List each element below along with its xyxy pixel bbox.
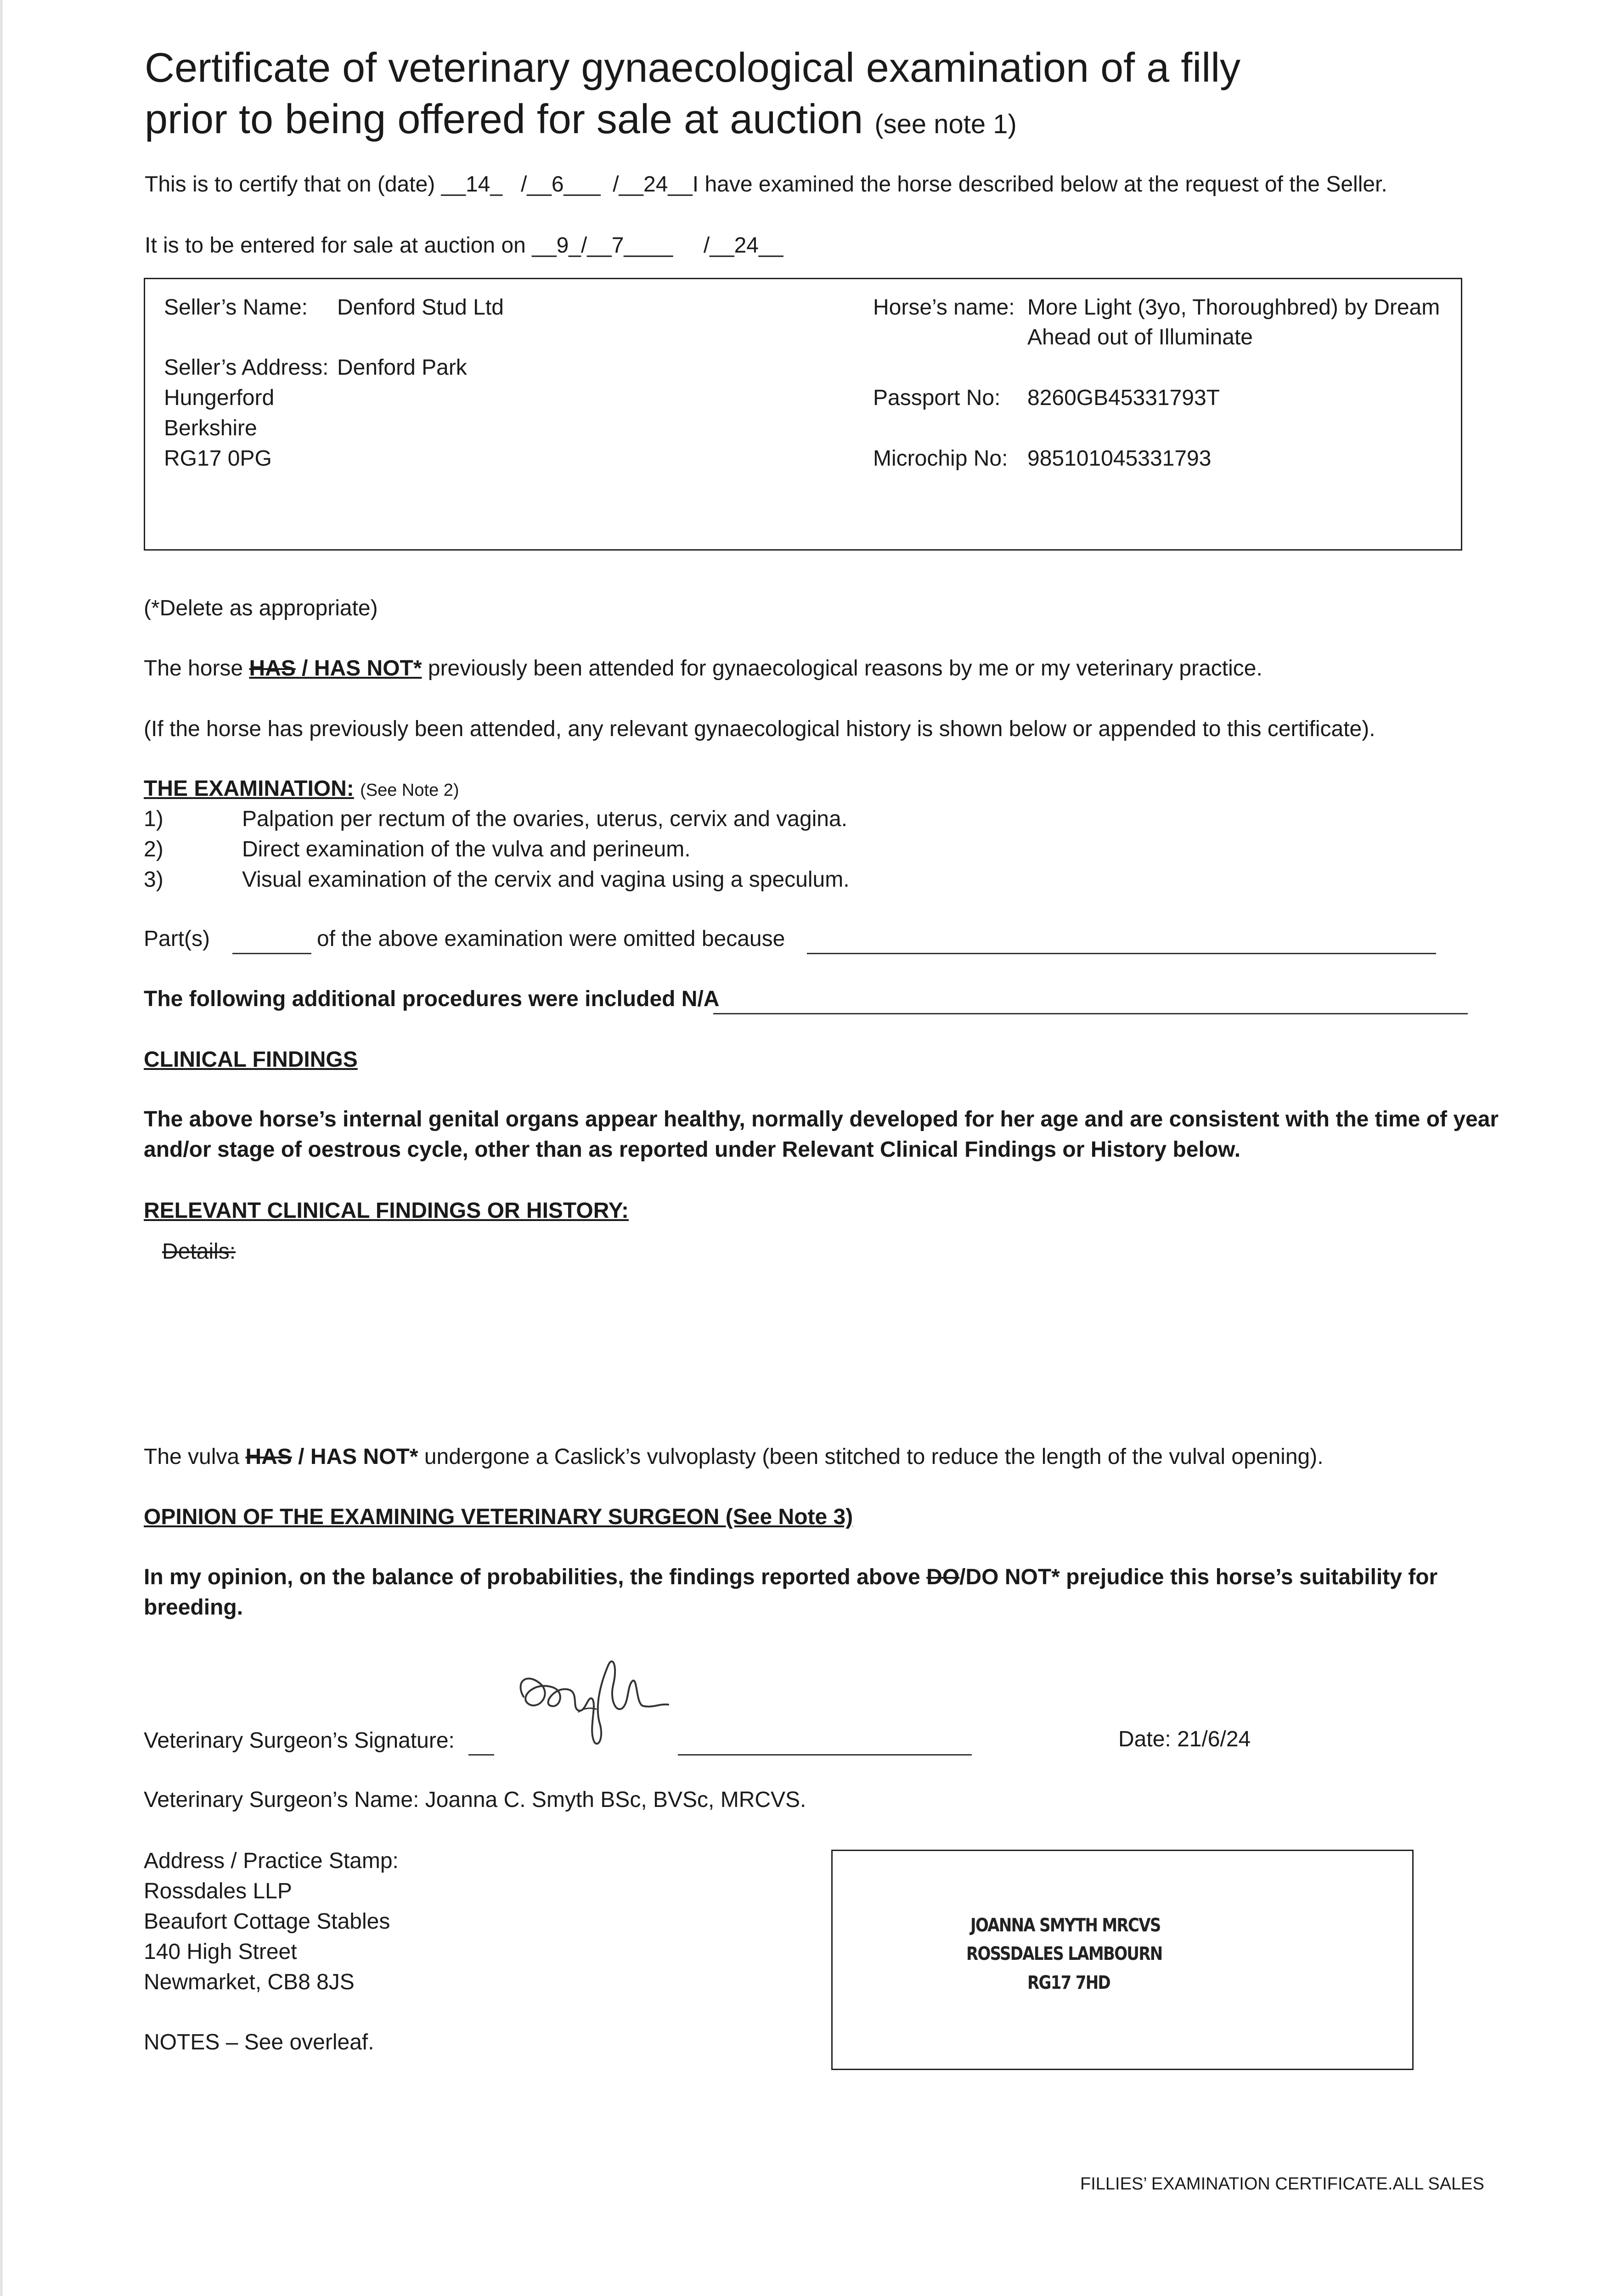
passport-number: 8260GB45331793T (1027, 386, 1220, 410)
microchip-label: Microchip No: (873, 446, 1008, 471)
clinical-findings-heading: CLINICAL FINDINGS (144, 1047, 358, 1072)
auction-line: It is to be entered for sale at auction on __9_/__7____ /__24__ (145, 233, 783, 258)
auction-year: 24 (734, 233, 759, 258)
exam-item-number: 3) (144, 867, 163, 892)
passport-label: Passport No: (873, 386, 1001, 410)
exam-item-text: Visual examination of the cervix and vagina using a speculum. (242, 867, 850, 892)
auction-month: 7 (611, 233, 624, 258)
seller-address-line: Denford Park (337, 355, 467, 380)
clinical-findings-text: The above horse’s internal genital organs appear healthy, normally developed for her age and are consistent with the time of year (144, 1107, 1499, 1131)
examination-heading: THE EXAMINATION: (See Note 2) (144, 777, 459, 801)
footer-text: FILLIES’ EXAMINATION CERTIFICATE.ALL SALES (1080, 2174, 1484, 2194)
additional-procedures: The following additional procedures were included N/A (144, 987, 720, 1011)
exam-month: 6 (551, 172, 564, 197)
horse-name-label: Horse’s name: (873, 295, 1015, 320)
parts-blank (232, 953, 311, 954)
auction-day: 9 (556, 233, 569, 258)
signature-label: Veterinary Surgeon’s Signature: (144, 1728, 455, 1753)
stamp-line: ROSSDALES LAMBOURN (966, 1943, 1162, 1964)
practice-address-line: 140 High Street (144, 1940, 297, 1964)
scan-edge (0, 0, 3, 2296)
stamp-line: JOANNA SMYTH MRCVS (970, 1915, 1161, 1936)
relevant-findings-heading: RELEVANT CLINICAL FINDINGS OR HISTORY: (144, 1199, 629, 1223)
exam-year: 24 (643, 172, 668, 197)
signature-blank (678, 1754, 972, 1756)
certify-line: This is to certify that on (date) __14_ /__6___ /__24__I have examined the horse described below at the request of the Seller. (145, 172, 1387, 197)
opinion-statement: In my opinion, on the balance of probabilities, the findings reported above DO/DO NOT* prejudice this horse’s suitability for (144, 1565, 1438, 1589)
title-note: (see note 1) (874, 109, 1017, 139)
signature-image (510, 1653, 675, 1750)
clinical-findings-text-cont: and/or stage of oestrous cycle, other than as reported under Relevant Clinical Findings or History below. (144, 1137, 1241, 1162)
opinion-heading: OPINION OF THE EXAMINING VETERINARY SURGEON (See Note 3) (144, 1505, 853, 1529)
seller-name-label: Seller’s Name: (164, 295, 308, 320)
signature-blank-start (468, 1754, 494, 1756)
page-title (145, 42, 1240, 150)
opinion-statement-cont: breeding. (144, 1595, 243, 1620)
exam-item-number: 1) (144, 807, 163, 831)
microchip-number: 985101045331793 (1027, 446, 1212, 471)
details-label: Details: (162, 1239, 236, 1264)
horse-name-cont: Ahead out of Illuminate (1027, 325, 1253, 349)
seller-address-line: Hungerford (164, 386, 275, 410)
vulva-choice: HAS / HAS NOT* (245, 1445, 418, 1469)
seller-address-line: Berkshire (164, 416, 257, 440)
attended-choice: HAS / HAS NOT* (249, 656, 422, 681)
exam-item-text: Palpation per rectum of the ovaries, uterus, cervix and vagina. (242, 807, 848, 831)
parts-omitted-text: of the above examination were omitted because (317, 927, 785, 951)
notes-reference: NOTES – See overleaf. (144, 2030, 374, 2054)
parts-label: Part(s) (144, 927, 210, 951)
surgeon-name: Veterinary Surgeon’s Name: Joanna C. Smyth BSc, BVSc, MRCVS. (144, 1788, 806, 1812)
practice-label: Address / Practice Stamp: (144, 1849, 399, 1873)
practice-address-line: Newmarket, CB8 8JS (144, 1970, 355, 1994)
stamp-line: RG17 7HD (1027, 1972, 1110, 1993)
seller-address-line: RG17 0PG (164, 446, 272, 471)
horse-name: More Light (3yo, Thoroughbred) by Dream (1027, 295, 1440, 320)
practice-address-line: Beaufort Cottage Stables (144, 1909, 390, 1934)
seller-name: Denford Stud Ltd (337, 295, 504, 320)
practice-address-line: Rossdales LLP (144, 1879, 292, 1903)
exam-day: 14 (465, 172, 490, 197)
omission-reason-blank (807, 953, 1436, 954)
vulva-statement: The vulva HAS / HAS NOT* undergone a Caslick’s vulvoplasty (been stitched to reduce the length of the vulval opening). (144, 1445, 1324, 1469)
exam-item-number: 2) (144, 837, 163, 861)
exam-item-text: Direct examination of the vulva and perineum. (242, 837, 691, 861)
attended-statement: The horse HAS / HAS NOT* previously been attended for gynaecological reasons by me or my veterinary practice. (144, 656, 1262, 681)
title-line-1: Certificate of veterinary gynaecological examination of a filly (145, 45, 1241, 91)
delete-note: (*Delete as appropriate) (144, 596, 378, 620)
examination-note: (See Note 2) (360, 781, 459, 800)
title-line-2: prior to being offered for sale at auction (see note 1) (145, 96, 1017, 142)
history-note: (If the horse has previously been attended, any relevant gynaecological history is shown below or appended to this certificate). (144, 717, 1375, 741)
seller-address-label: Seller’s Address: (164, 355, 329, 380)
additional-blank (713, 1013, 1468, 1014)
signature-date: Date: 21/6/24 (1118, 1727, 1251, 1751)
